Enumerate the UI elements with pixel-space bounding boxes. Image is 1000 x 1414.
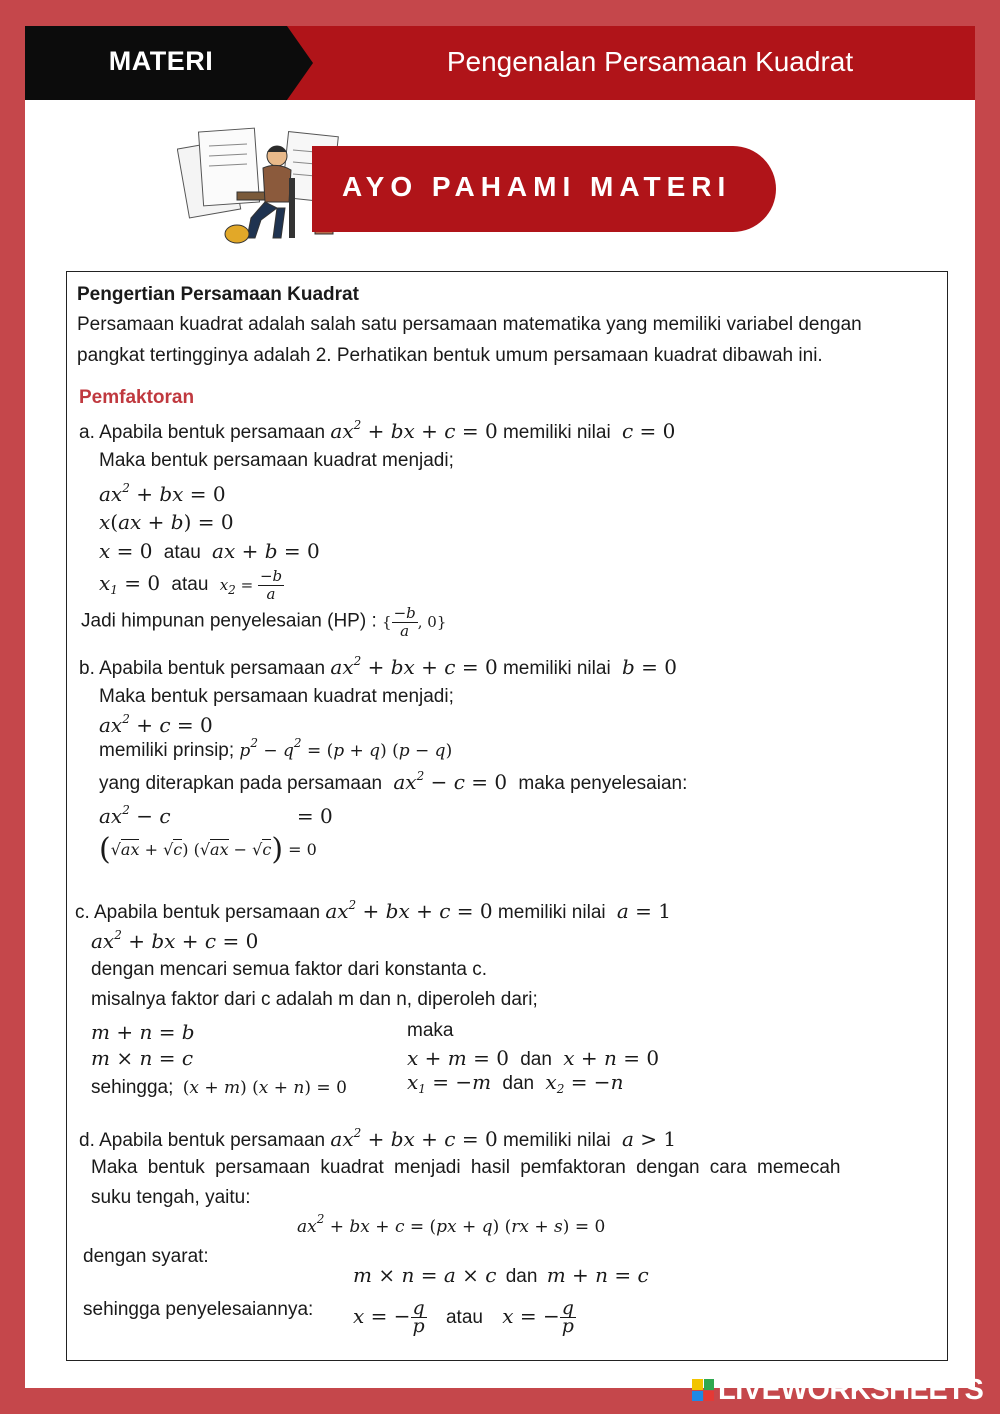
case-c-sehingga (91, 1076, 347, 1100)
m-plus-n-equals-c: m + n = c (546, 1263, 649, 1287)
section-banner (312, 146, 776, 232)
memiliki-nilai-d: memiliki nilai (502, 1130, 611, 1151)
case-c-roots-eq (407, 1046, 659, 1072)
hp-set: { $\frac{-b}{a}$ , 0} (382, 604, 447, 640)
case-b-lead-text: b. Apabila bentuk persamaan (79, 658, 326, 679)
content-box (66, 271, 948, 1361)
ax-plus-b-zero: ax + b = 0 (212, 539, 320, 563)
case-b-lead (79, 655, 677, 681)
general-form-equation: $ax^2$ + bx + c = 0 (330, 1126, 498, 1151)
case-a-eq-1: $ax^2$ + bx = 0 (99, 481, 226, 506)
liveworksheets-logo-icon (692, 1379, 714, 1401)
case-c-line-1: dengan mencari semua faktor dari konstanta c. (91, 959, 488, 980)
x2-minus-n: $x_2 = -n$ (545, 1070, 624, 1096)
case-a-eq-3 (99, 539, 320, 565)
x-minus-q-over-p-2: x = − $\frac{q}{p}$ (502, 1297, 574, 1337)
m-plus-n-equals-b: m + n = b (91, 1020, 195, 1044)
intro-paragraph-line-2: pangkat tertingginya adalah 2. Perhatikan bentuk umum persamaan kuadrat dibawah ini. (77, 345, 823, 366)
case-b-prinsip (99, 736, 453, 763)
atau-word: atau (171, 573, 209, 595)
case-d-line-2: suku tengah, yaitu: (91, 1187, 251, 1208)
diterapkan-label: yang diterapkan pada persamaan (99, 773, 383, 794)
dan-word: dan (502, 1073, 535, 1094)
section-title: Pengertian Persamaan Kuadrat (77, 284, 359, 305)
case-a-eq-2: x(ax + b) = 0 (99, 510, 234, 534)
liveworksheets-logo-text: LIVEWORKSHEETS (718, 1373, 984, 1406)
hp-label: Jadi himpunan penyelesaian (HP) : (81, 610, 377, 632)
atau-word: atau (163, 542, 201, 563)
difference-of-squares: $p^2 - q^2 = (p + q) (p - q)$ (239, 736, 453, 761)
dan-word: dan (505, 1266, 538, 1287)
x-minus-q-over-p-1: x = − $\frac{q}{p}$ (353, 1297, 425, 1337)
case-d-syarat: dengan syarat: (83, 1246, 209, 1267)
case-d-lead-text: d. Apabila bentuk persamaan (79, 1130, 326, 1151)
x1-equals-zero: $x_1 = 0$ (99, 570, 161, 597)
case-b-maka: Maka bentuk persamaan kuadrat menjadi; (99, 686, 454, 707)
memiliki-nilai-b: memiliki nilai (502, 658, 611, 679)
factored-form: (x + m) (x + n) = 0 (182, 1078, 347, 1098)
prinsip-label: memiliki prinsip; (99, 740, 235, 761)
case-c-line-2: misalnya faktor dari c adalah m dan n, diperoleh dari; (91, 989, 538, 1010)
memiliki-nilai-c: memiliki nilai (497, 902, 606, 923)
x2-equals-fraction: $x_2$ = $\frac{-b}{a}$ (219, 567, 283, 603)
m-times-n-equals-c: m × n = c (91, 1046, 194, 1070)
maka-penyelesaian-label: maka penyelesaian: (518, 773, 688, 794)
sehingga-label: sehingga; (91, 1077, 174, 1098)
case-b-eq-1: $ax^2 + c = 0$ (99, 712, 213, 737)
header-title: Pengenalan Persamaan Kuadrat (446, 46, 854, 77)
case-c-lead-text: c. Apabila bentuk persamaan (75, 902, 321, 923)
case-a-lead (79, 419, 675, 445)
case-d-line-1: Maka bentuk persamaan kuadrat menjadi hasil pemfaktoran dengan cara memecah (91, 1157, 841, 1178)
general-form-equation: $ax^2$ + bx + c = 0 (330, 654, 498, 679)
x-plus-n-zero: x + n = 0 (563, 1046, 660, 1070)
condition-a-one: a = 1 (616, 899, 672, 923)
case-a-hp (81, 605, 446, 640)
banner-text: AYO PAHAMI MATERI (342, 171, 732, 202)
case-b-eq-2: $ax^2 - c = 0$ (99, 803, 333, 828)
ax2-minus-c-zero: $ax^2 - c = 0$ (393, 769, 508, 794)
intro-paragraph-line-1: Persamaan kuadrat adalah salah satu persamaan matematika yang memiliki variabel dengan (77, 314, 862, 335)
x-equals-zero: x = 0 (99, 539, 153, 563)
case-b-eq-3: (√ax + √c) (√ax − √c) = 0 (99, 832, 317, 867)
liveworksheets-logo (692, 1374, 983, 1406)
case-d-lead (79, 1127, 676, 1153)
m-times-n-equals-a-times-c: m × n = a × c (353, 1263, 497, 1287)
case-a-roots (99, 568, 284, 603)
pemfaktoran-heading: Pemfaktoran (79, 387, 195, 408)
case-d-conditions (353, 1263, 649, 1289)
case-c-lead (75, 899, 671, 925)
dan-word: dan (520, 1049, 552, 1070)
split-middle-term-equation: $ax^2$ + bx + c = (px + q) (rx + s) = 0 (297, 1212, 606, 1237)
case-a-maka: Maka bentuk persamaan kuadrat menjadi; (99, 450, 454, 471)
memiliki-nilai-a: memiliki nilai (502, 422, 611, 443)
general-form-equation: $ax^2$ + bx + c = 0 (325, 898, 493, 923)
case-d-sehingga: sehingga penyelesaiannya: (83, 1299, 314, 1320)
worksheet-page (25, 26, 975, 1388)
x-plus-m-zero: x + m = 0 (407, 1046, 509, 1070)
case-c-eq: $ax^2$ + bx + c = 0 (91, 928, 259, 953)
condition-c-zero: c = 0 (621, 419, 676, 443)
case-b-diterapkan (99, 770, 687, 796)
maka-word: maka (407, 1020, 454, 1041)
general-form-equation: $ax^2$ + bx + c = 0 (330, 418, 498, 443)
header-label: MATERI (108, 46, 214, 76)
condition-b-zero: b = 0 (621, 655, 677, 679)
atau-word: atau (445, 1306, 483, 1328)
case-d-solutions (353, 1297, 576, 1337)
condition-a-greater-one: a > 1 (621, 1127, 677, 1151)
case-c-roots (407, 1070, 623, 1096)
x1-minus-m: $x_1 = -m$ (407, 1070, 492, 1096)
header-bar (25, 26, 975, 100)
case-a-lead-text: a. Apabila bentuk persamaan (79, 422, 326, 443)
